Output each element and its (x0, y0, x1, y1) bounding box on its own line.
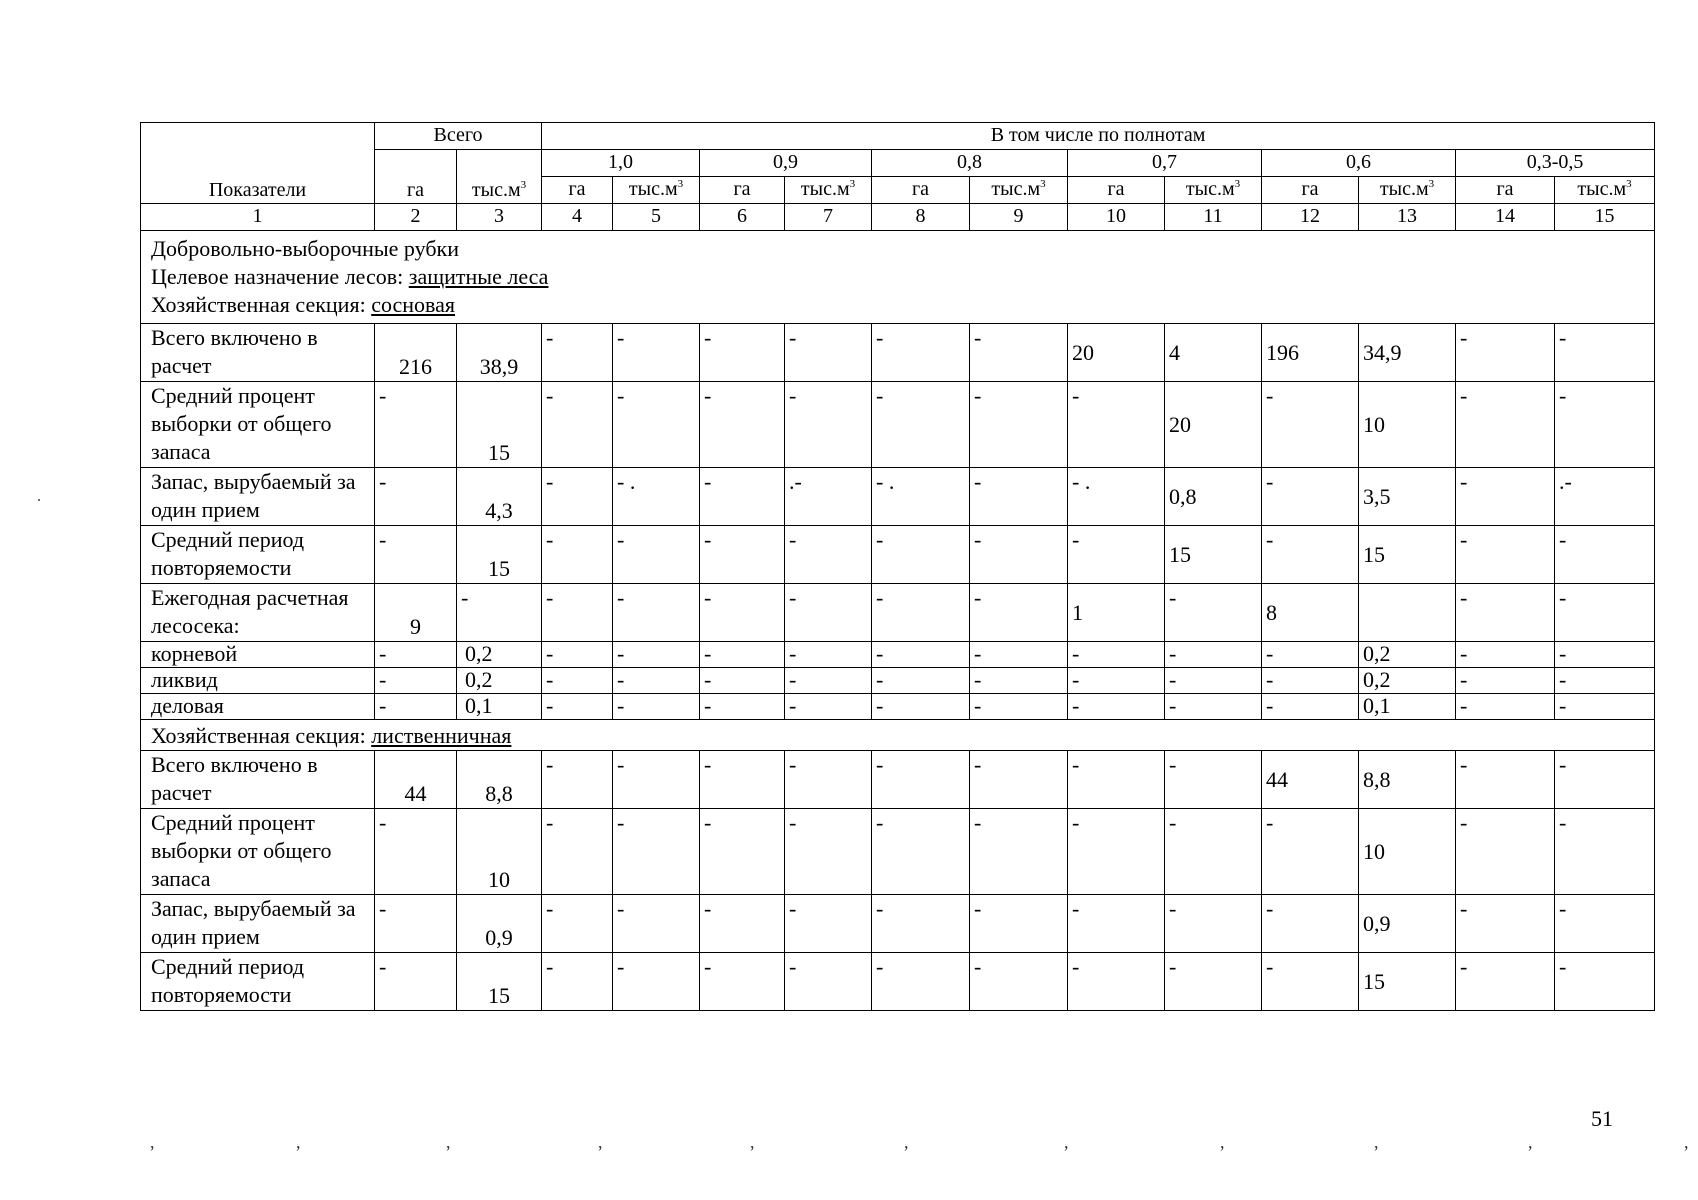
row-value: - (1555, 584, 1655, 642)
unit-ha: га (1456, 177, 1555, 204)
row-value: - (1456, 895, 1555, 953)
row-value: - (1456, 584, 1555, 642)
row-value: - (375, 694, 457, 720)
row-value: - (613, 895, 700, 953)
row-value: - (872, 895, 970, 953)
row-value: 0,9 (1359, 895, 1456, 953)
density-header: 0,3-0,5 (1456, 150, 1655, 177)
row-value: - (872, 382, 970, 468)
section-cutting-type: Добровольно-выборочные рубки (151, 236, 460, 261)
row-value: - (542, 382, 613, 468)
row-value: - (872, 526, 970, 584)
row-value: 0,1 (1359, 694, 1456, 720)
section-header-row (141, 720, 1655, 751)
row-value: - (1068, 668, 1165, 694)
column-number: 8 (872, 204, 970, 231)
row-value: - (1165, 642, 1262, 668)
row-value: - (785, 584, 872, 642)
row-value: - (542, 751, 613, 809)
column-number: 10 (1068, 204, 1165, 231)
row-value: 0,8 (1165, 468, 1262, 526)
table-row (141, 895, 1655, 953)
row-value: - (613, 382, 700, 468)
table-row (141, 526, 1655, 584)
row-value: - (785, 953, 872, 1011)
row-value: - (700, 382, 785, 468)
unit-text: тыс.м (1379, 178, 1429, 200)
row-value: - (1068, 809, 1165, 895)
density-header: 0,6 (1262, 150, 1456, 177)
column-number: 11 (1165, 204, 1262, 231)
table-row (141, 324, 1655, 382)
table-row (141, 809, 1655, 895)
row-value: - (542, 895, 613, 953)
row-value: - (1262, 468, 1359, 526)
row-value: - (872, 809, 970, 895)
scan-artifact: · (36, 490, 42, 510)
row-value: - (1068, 751, 1165, 809)
row-value: - (970, 468, 1068, 526)
row-value: - (1555, 668, 1655, 694)
row-value: - (1262, 526, 1359, 584)
row-value: - (700, 668, 785, 694)
row-label: Средний процент выборки от общего запаса (141, 382, 375, 468)
unit-sup: 3 (1626, 178, 1632, 190)
unit-thous (1359, 177, 1456, 204)
unit-text: тыс.м (1185, 178, 1235, 200)
unit-ha: га (1068, 177, 1165, 204)
row-value: - (375, 468, 457, 526)
row-value: - (1456, 642, 1555, 668)
column-number: 12 (1262, 204, 1359, 231)
row-value: - (700, 694, 785, 720)
section-purpose-prefix: Целевое назначение лесов: (151, 264, 409, 289)
unit-ha: га (542, 177, 613, 204)
row-value: - (1262, 642, 1359, 668)
row-value: - (1165, 694, 1262, 720)
row-value: - (785, 809, 872, 895)
row-value: - (785, 382, 872, 468)
unit-text: тыс.м (800, 178, 850, 200)
row-value: - (375, 526, 457, 584)
scan-mark: , (598, 1132, 603, 1152)
table-row (141, 668, 1655, 694)
row-value: 15 (1359, 953, 1456, 1011)
row-value: - (970, 526, 1068, 584)
row-value: - (700, 468, 785, 526)
row-value: - (1262, 382, 1359, 468)
row-value: 44 (1262, 751, 1359, 809)
row-value: - (1165, 584, 1262, 642)
row-label: Запас, вырубаемый за один прием (141, 895, 375, 953)
column-number: 7 (785, 204, 872, 231)
section-header-row (141, 231, 1655, 324)
row-label: ликвид (141, 668, 375, 694)
row-value: - (1456, 668, 1555, 694)
row-value: - (1165, 895, 1262, 953)
row-value: 4 (1165, 324, 1262, 382)
header-total-thous (457, 150, 542, 204)
row-value: - (785, 642, 872, 668)
row-value: - (1262, 668, 1359, 694)
density-header: 0,9 (700, 150, 872, 177)
unit-thous (1165, 177, 1262, 204)
row-value: - (1555, 382, 1655, 468)
row-value: - (375, 809, 457, 895)
density-header: 1,0 (542, 150, 700, 177)
row-value: - (1555, 895, 1655, 953)
column-number-row (141, 204, 1655, 231)
row-value: 0,2 (1359, 668, 1456, 694)
row-value (1359, 584, 1456, 642)
row-value: - (375, 953, 457, 1011)
unit-sup: 3 (1040, 178, 1046, 190)
row-value: - (700, 584, 785, 642)
unit-sup: 3 (677, 178, 684, 190)
row-value: - (1555, 642, 1655, 668)
row-value: - (872, 584, 970, 642)
row-value: - (1165, 668, 1262, 694)
row-label: деловая (141, 694, 375, 720)
row-value: 8,8 (1359, 751, 1456, 809)
row-value: - (1262, 953, 1359, 1011)
section-purpose-value: защитные леса (408, 264, 549, 289)
table-row (141, 584, 1655, 642)
row-value: - (613, 324, 700, 382)
row-value: - (1165, 809, 1262, 895)
row-label: корневой (141, 642, 375, 668)
scan-mark: , (904, 1132, 909, 1152)
row-value: - . (613, 468, 700, 526)
row-value: - (542, 809, 613, 895)
scan-mark: , (1220, 1132, 1225, 1152)
row-value: - (970, 809, 1068, 895)
row-value: - (970, 694, 1068, 720)
row-value: 10 (1359, 809, 1456, 895)
row-value: - (785, 668, 872, 694)
row-value: - (1555, 694, 1655, 720)
row-value: - (1262, 895, 1359, 953)
unit-ha: га (1262, 177, 1359, 204)
row-value: - (1068, 382, 1165, 468)
row-value: 34,9 (1359, 324, 1456, 382)
row-value: - (1456, 809, 1555, 895)
column-number: 15 (1555, 204, 1655, 231)
row-value: - (1262, 694, 1359, 720)
row-value: - . (1068, 468, 1165, 526)
row-value: - (785, 324, 872, 382)
row-value: - (542, 642, 613, 668)
column-number: 5 (613, 204, 700, 231)
row-value: - (375, 382, 457, 468)
row-value: - (970, 382, 1068, 468)
row-value: - (1456, 953, 1555, 1011)
row-value: - (970, 584, 1068, 642)
row-value: - (872, 751, 970, 809)
row-label: Запас, вырубаемый за один прием (141, 468, 375, 526)
section-header-2 (141, 720, 1655, 751)
row-value: 0,1 (457, 694, 542, 720)
column-number: 1 (141, 204, 375, 231)
header-by-density: В том числе по полнотам (542, 123, 1655, 150)
column-number: 3 (457, 204, 542, 231)
row-value: 15 (1359, 526, 1456, 584)
unit-ha: га (700, 177, 785, 204)
row-value: - (613, 953, 700, 1011)
forest-data-table (140, 122, 1655, 1011)
row-value: - (1555, 809, 1655, 895)
row-value: - (700, 642, 785, 668)
row-value: - (613, 584, 700, 642)
row-value: - (542, 584, 613, 642)
unit-sup: 3 (1234, 178, 1241, 190)
row-label: Всего включено в расчет (141, 751, 375, 809)
row-value: .- (1555, 468, 1655, 526)
column-number: 14 (1456, 204, 1555, 231)
row-value: - (1555, 526, 1655, 584)
unit-text: тыс.м (628, 178, 678, 200)
row-value: - (1456, 751, 1555, 809)
row-value: - (1068, 642, 1165, 668)
unit-thous (970, 177, 1068, 204)
row-value: 0,9 (457, 895, 542, 953)
section2-value: лиственничная (371, 723, 512, 748)
scan-mark: , (296, 1132, 301, 1152)
row-value: 15 (457, 953, 542, 1011)
unit-thous (1555, 177, 1655, 204)
column-number: 4 (542, 204, 613, 231)
section-economic-prefix: Хозяйственная секция: (151, 292, 372, 317)
row-value: 0,2 (457, 668, 542, 694)
row-value: - (1456, 468, 1555, 526)
column-number: 13 (1359, 204, 1456, 231)
row-value: - (1068, 694, 1165, 720)
table-body (141, 123, 1655, 1011)
row-value: - (970, 895, 1068, 953)
row-value: - (700, 324, 785, 382)
scan-mark: , (750, 1132, 755, 1152)
row-value: - (1456, 382, 1555, 468)
row-label: Средний период повторяемости (141, 526, 375, 584)
unit-sup: 3 (849, 178, 856, 190)
section-purpose (151, 263, 1644, 291)
row-value: - (542, 526, 613, 584)
row-value: - (613, 642, 700, 668)
section-header-1 (141, 231, 1655, 324)
row-value: 15 (457, 382, 542, 468)
unit-sup: 3 (520, 179, 527, 191)
row-value: - (613, 694, 700, 720)
row-value: - (872, 668, 970, 694)
row-value: - (872, 694, 970, 720)
row-value: - (785, 751, 872, 809)
row-value: - (613, 668, 700, 694)
row-value: - (613, 526, 700, 584)
unit-thous (785, 177, 872, 204)
row-value: 3,5 (1359, 468, 1456, 526)
row-value: - (1555, 953, 1655, 1011)
row-value: 4,3 (457, 468, 542, 526)
unit-text: тыс.м (471, 179, 521, 201)
row-value: - (1165, 751, 1262, 809)
unit-ha: га (872, 177, 970, 204)
row-value: 0,2 (1359, 642, 1456, 668)
header-row-1 (141, 123, 1655, 150)
row-value: 20 (1068, 324, 1165, 382)
table-row (141, 382, 1655, 468)
row-value: - (1165, 953, 1262, 1011)
scan-mark: , (1064, 1132, 1069, 1152)
row-value: - (872, 642, 970, 668)
row-value: - (1555, 751, 1655, 809)
row-value: - (700, 526, 785, 584)
row-value: 8,8 (457, 751, 542, 809)
row-value: 15 (1165, 526, 1262, 584)
row-label: Средний процент выборки от общего запаса (141, 809, 375, 895)
row-label: Всего включено в расчет (141, 324, 375, 382)
row-value: 10 (1359, 382, 1456, 468)
row-value: - (613, 751, 700, 809)
row-value: - (785, 694, 872, 720)
unit-thous (613, 177, 700, 204)
row-label: Средний период повторяемости (141, 953, 375, 1011)
table-row (141, 468, 1655, 526)
section-economic (151, 291, 1644, 319)
row-value: - (542, 694, 613, 720)
row-value: 196 (1262, 324, 1359, 382)
row-value: 8 (1262, 584, 1359, 642)
row-value: 1 (1068, 584, 1165, 642)
row-value: - (700, 751, 785, 809)
row-value: - (970, 668, 1068, 694)
scan-mark: , (1528, 1132, 1533, 1152)
row-value: - (700, 895, 785, 953)
row-value: - (970, 751, 1068, 809)
row-value: - (1068, 895, 1165, 953)
row-value: - (970, 953, 1068, 1011)
scan-mark: , (1374, 1132, 1379, 1152)
row-value: 10 (457, 809, 542, 895)
row-value: - (542, 468, 613, 526)
row-value: - (1555, 324, 1655, 382)
table-row (141, 751, 1655, 809)
row-value: - (375, 642, 457, 668)
unit-text: тыс.м (991, 178, 1041, 200)
row-value: - (375, 668, 457, 694)
scan-mark: , (150, 1132, 155, 1152)
row-value: 9 (375, 584, 457, 642)
row-value: - (542, 324, 613, 382)
scan-mark: , (1684, 1132, 1689, 1152)
unit-text: тыс.м (1577, 178, 1627, 200)
page-number: 51 (1591, 1106, 1613, 1131)
density-header: 0,7 (1068, 150, 1262, 177)
row-value: - . (872, 468, 970, 526)
row-value: - (613, 809, 700, 895)
table-row (141, 694, 1655, 720)
table-row (141, 642, 1655, 668)
row-value: - (872, 324, 970, 382)
column-number: 9 (970, 204, 1068, 231)
row-value: - (375, 895, 457, 953)
density-header: 0,8 (872, 150, 1068, 177)
unit-sup: 3 (1428, 178, 1435, 190)
row-value: - (785, 895, 872, 953)
section2-prefix: Хозяйственная секция: (151, 723, 372, 748)
row-value: 38,9 (457, 324, 542, 382)
row-value: - (700, 809, 785, 895)
row-value: - (1456, 324, 1555, 382)
column-number: 2 (375, 204, 457, 231)
row-value: .- (785, 468, 872, 526)
row-value: - (1456, 694, 1555, 720)
row-value: - (700, 953, 785, 1011)
row-value: - (1068, 953, 1165, 1011)
row-value: - (970, 642, 1068, 668)
column-number: 6 (700, 204, 785, 231)
row-value: 44 (375, 751, 457, 809)
row-value: - (542, 668, 613, 694)
row-value: - (970, 324, 1068, 382)
row-value: 216 (375, 324, 457, 382)
row-value: 0,2 (457, 642, 542, 668)
table-row (141, 953, 1655, 1011)
row-value: - (1456, 526, 1555, 584)
row-value: - (1068, 526, 1165, 584)
row-value: - (872, 953, 970, 1011)
row-value: 15 (457, 526, 542, 584)
row-value: - (457, 584, 542, 642)
row-label: Ежегодная расчетная лесосека: (141, 584, 375, 642)
header-total-ha: га (375, 150, 457, 204)
section-economic-value: сосновая (371, 292, 456, 317)
row-value: - (785, 526, 872, 584)
row-value: - (1262, 809, 1359, 895)
row-value: - (542, 953, 613, 1011)
row-value: 20 (1165, 382, 1262, 468)
header-total: Всего (375, 123, 542, 150)
scan-mark: , (446, 1132, 451, 1152)
header-indicators: Показатели (141, 123, 375, 204)
